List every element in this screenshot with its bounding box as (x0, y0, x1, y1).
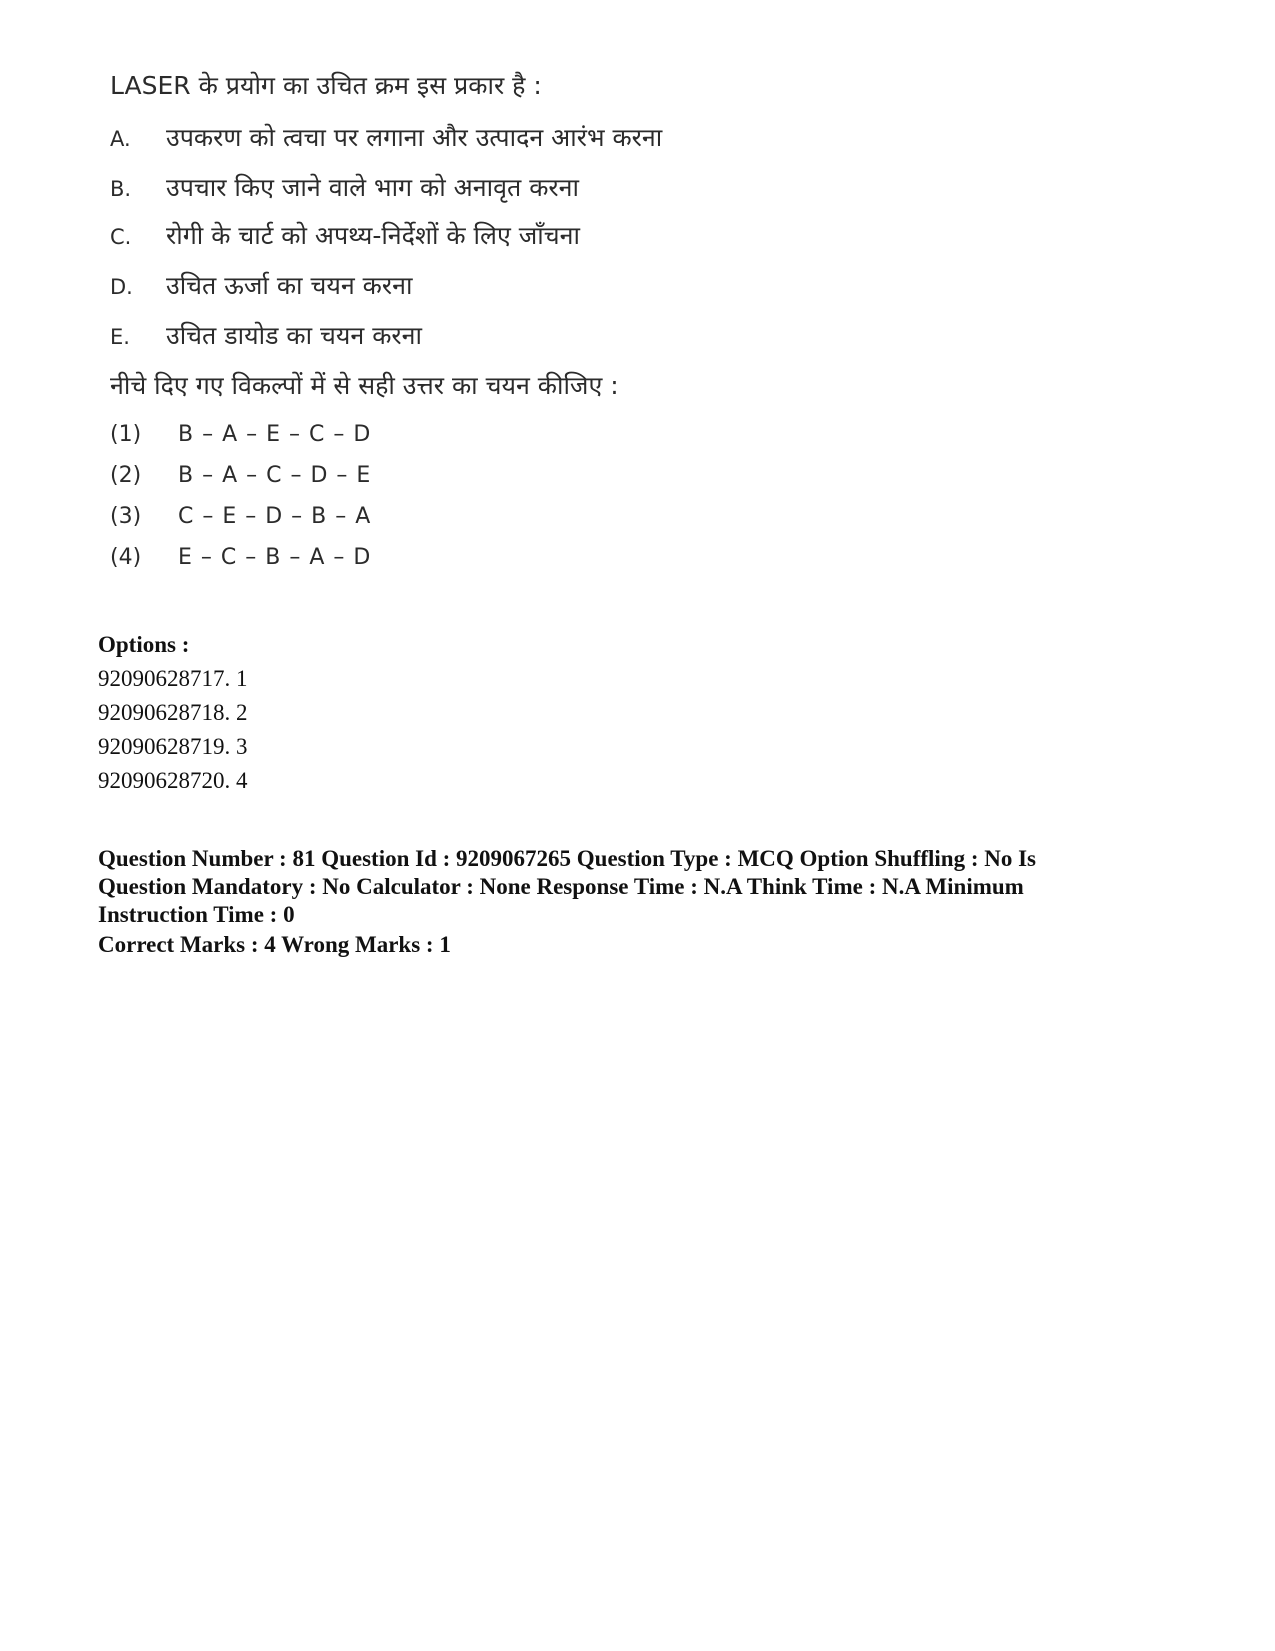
statement-a (110, 120, 662, 154)
statement-b (110, 170, 579, 204)
choice-sequence: B – A – C – D – E (178, 463, 372, 488)
statement-d (110, 268, 412, 302)
statement-text: उचित ऊर्जा का चयन करना (166, 271, 413, 300)
statement-text: रोगी के चार्ट को अपथ्य-निर्देशों के लिए जाँचना (166, 221, 580, 250)
question-intro: LASER के प्रयोग का उचित क्रम इस प्रकार है : (110, 71, 542, 100)
question-meta (98, 845, 1118, 929)
statement-text: उचित डायोड का चयन करना (166, 321, 422, 350)
marks-info: Correct Marks : 4 Wrong Marks : 1 (98, 932, 451, 957)
option-item: 92090628717. 1 (98, 666, 248, 691)
statement-text: उपचार किए जाने वाले भाग को अनावृत करना (166, 173, 580, 202)
question-meta-line: Instruction Time : 0 (98, 902, 295, 927)
options-heading: Options : (98, 632, 190, 657)
statement-letter: D. (110, 275, 133, 299)
choice-number: (2) (110, 463, 142, 488)
statement-letter: E. (110, 325, 130, 349)
choice-1 (110, 422, 371, 447)
choice-number: (4) (110, 545, 142, 570)
choice-3 (110, 504, 371, 529)
option-item: 92090628719. 3 (98, 734, 248, 759)
choice-4 (110, 545, 371, 570)
question-meta-line: Question Mandatory : No Calculator : None Response Time : N.A Think Time : N.A Minimum (98, 874, 1024, 899)
option-item: 92090628718. 2 (98, 700, 248, 725)
statement-letter: C. (110, 225, 132, 249)
statement-letter: B. (110, 177, 132, 201)
statement-e (110, 318, 422, 352)
statement-letter: A. (110, 127, 131, 151)
choice-2 (110, 463, 371, 488)
choice-number: (3) (110, 504, 142, 529)
option-item: 92090628720. 4 (98, 768, 248, 793)
choice-sequence: E – C – B – A – D (178, 545, 372, 570)
statement-c (110, 218, 580, 252)
choice-sequence: C – E – D – B – A (178, 504, 372, 529)
choice-sequence: B – A – E – C – D (178, 422, 372, 447)
statement-text: उपकरण को त्वचा पर लगाना और उत्पादन आरंभ करना (166, 123, 663, 152)
question-meta-line: Question Number : 81 Question Id : 9209067265 Question Type : MCQ Option Shuffling : No Is (98, 846, 1037, 871)
question-prompt: नीचे दिए गए विकल्पों में से सही उत्तर का चयन कीजिए : (110, 371, 619, 400)
choice-number: (1) (110, 422, 142, 447)
